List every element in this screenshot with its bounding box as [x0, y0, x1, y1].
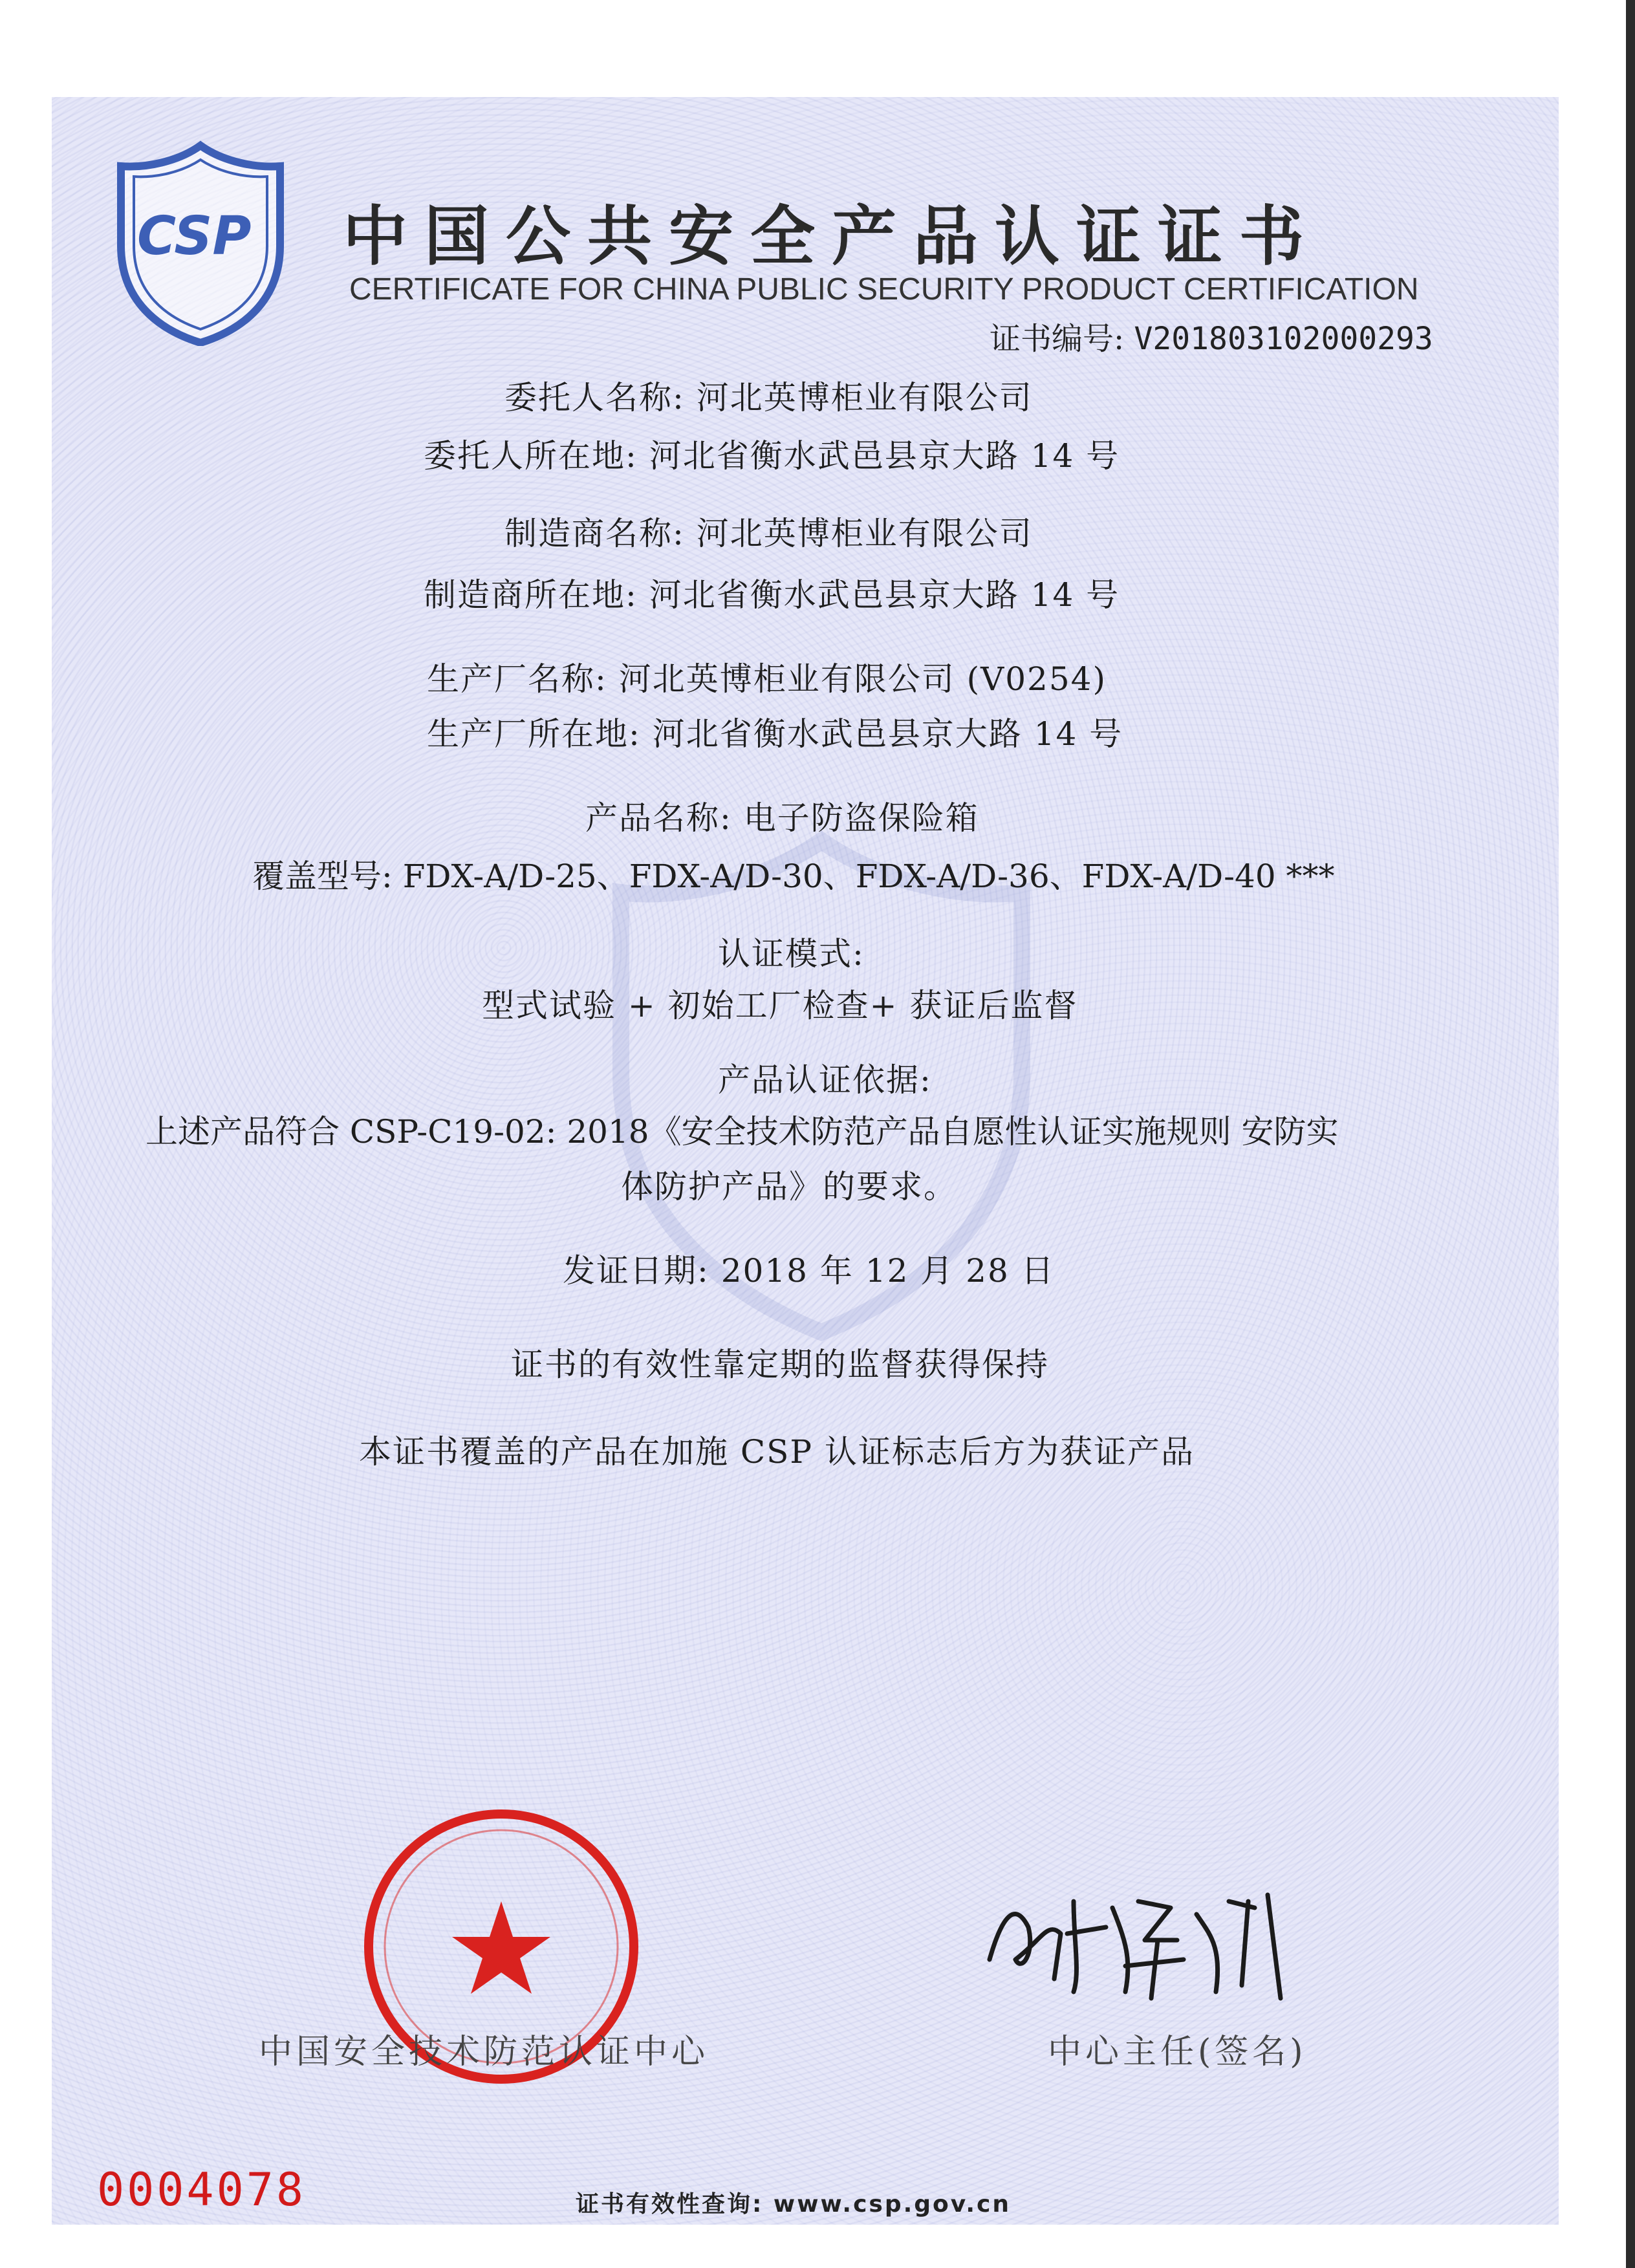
certification-basis-label: 产品认证依据: [718, 1061, 932, 1099]
certificate-title-en: CERTIFICATE FOR CHINA PUBLIC SECURITY PRODUCT CERTIFICATION [349, 272, 1419, 307]
covered-models: 覆盖型号: FDX-A/D-25、FDX-A/D-30、FDX-A/D-36、FDX-A/D-40 *** [252, 858, 1335, 895]
validity-statement: 证书的有效性靠定期的监督获得保持 [511, 1346, 1049, 1383]
certification-basis-line-1: 上述产品符合 CSP-C19-02: 2018《安全技术防范产品自愿性认证实施规则 安防实 [146, 1113, 1339, 1150]
validity-query-link[interactable]: 证书有效性查询: www.csp.gov.cn [576, 2191, 1011, 2218]
product-name: 产品名称: 电子防盗保险箱 [585, 799, 979, 837]
serial-number: 0004078 [97, 2163, 307, 2216]
certificate-number-value: V201803102000293 [1134, 321, 1433, 357]
issue-date: 发证日期: 2018 年 12 月 28 日 [563, 1252, 1055, 1290]
manufacturer-name: 制造商名称: 河北英博柜业有限公司 [504, 515, 1033, 552]
issuing-authority: 中国安全技术防范认证中心 [259, 2033, 709, 2071]
applicant-name: 委托人名称: 河北英博柜业有限公司 [504, 379, 1033, 416]
certification-mode-value: 型式试验 + 初始工厂检查+ 获证后监督 [482, 987, 1078, 1024]
applicant-address: 委托人所在地: 河北省衡水武邑县京大路 14 号 [424, 437, 1120, 475]
scan-edge [1626, 0, 1635, 2268]
certificate-title-cn: 中国公共安全产品认证证书 [343, 199, 1321, 274]
director-signature-label: 中心主任(签名) [1048, 2033, 1307, 2071]
manufacturer-address: 制造商所在地: 河北省衡水武邑县京大路 14 号 [424, 576, 1120, 614]
certification-basis-line-2: 体防护产品》的要求。 [621, 1168, 957, 1205]
certificate-number [990, 314, 1433, 358]
csp-logo-text: CSP [137, 206, 252, 267]
csp-mark-notice: 本证书覆盖的产品在加施 CSP 认证标志后方为获证产品 [359, 1433, 1195, 1471]
director-signature-icon [977, 1863, 1313, 2005]
certification-mode-label: 认证模式: [718, 935, 865, 973]
factory-address: 生产厂所在地: 河北省衡水武邑县京大路 14 号 [427, 715, 1123, 753]
certificate-number-label: 证书编号: [990, 321, 1125, 357]
factory-name: 生产厂名称: 河北英博柜业有限公司 (V0254) [427, 660, 1107, 698]
